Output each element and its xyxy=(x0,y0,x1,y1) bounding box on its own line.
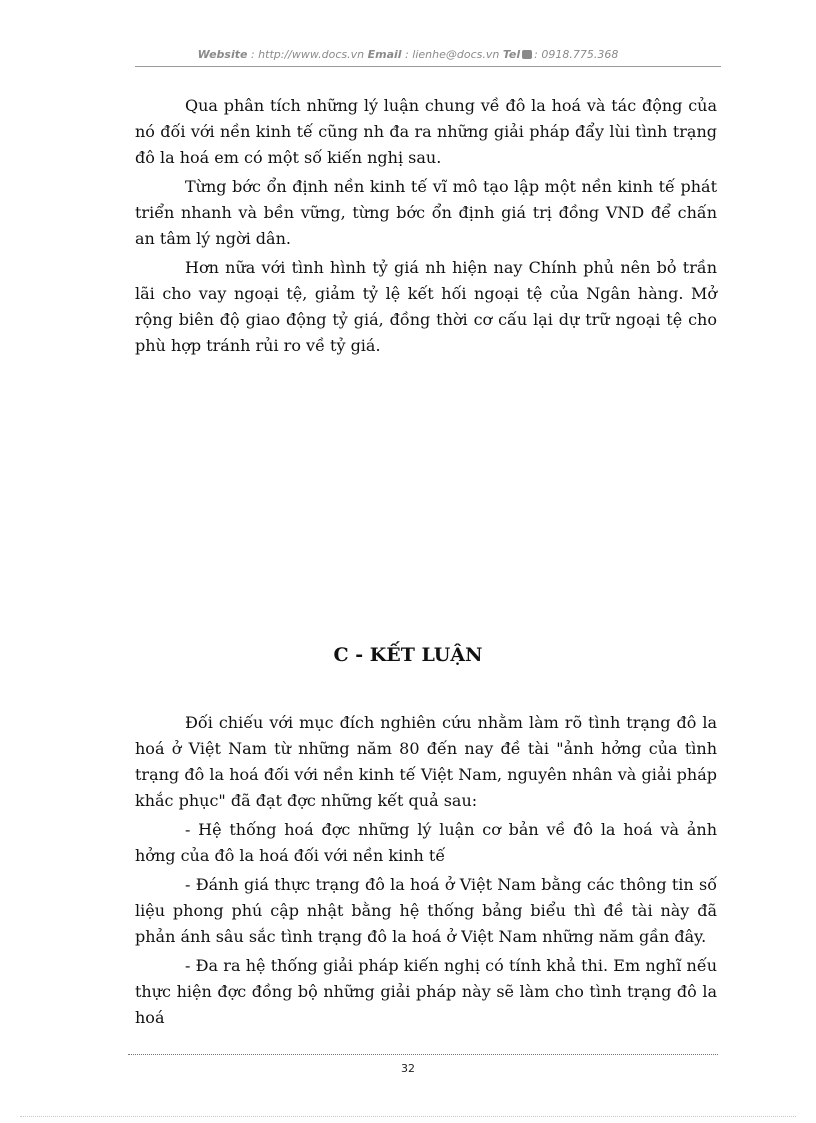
email-value: : lienhe@docs.vn xyxy=(405,48,500,61)
recommendations-section xyxy=(135,93,717,362)
paragraph: Từng bớc ổn định nền kinh tế vĩ mô tạo lập một nền kinh tế phát triển nhanh và bền vững, từng bớc ổn định giá trị đồng VND để chấn an tâm lý ngời dân. xyxy=(135,177,717,248)
header-divider xyxy=(135,66,721,67)
paragraph: - Đa ra hệ thống giải pháp kiến nghị có tính khả thi. Em nghĩ nếu thực hiện đợc đồng bộ những giải pháp này sẽ làm cho tình trạng đô la hoá xyxy=(135,956,717,1027)
tel-label: Tel xyxy=(502,48,521,61)
website-value: : http://www.docs.vn xyxy=(250,48,365,61)
website-label: Website xyxy=(197,48,248,61)
paragraph: - Đánh giá thực trạng đô la hoá ở Việt Nam bằng các thông tin số liệu phong phú cập nhật bằng hệ thống bảng biểu thì đề tài này đã phản ánh sâu sắc tình trạng đô la hoá ở Việt Nam những năm gần đây. xyxy=(135,875,717,946)
paragraph: Qua phân tích những lý luận chung về đô la hoá và tác động của nó đối với nền kinh tế cũng nh đa ra những giải pháp đẩy lùi tình trạng đô la hoá em có một số kiến nghị sau. xyxy=(135,96,717,167)
page-header xyxy=(0,48,816,61)
page-edge xyxy=(20,1116,796,1117)
email-label: Email xyxy=(367,48,402,61)
conclusion-section xyxy=(135,710,717,1034)
page-number: 32 xyxy=(401,1062,415,1075)
tel-value: : 0918.775.368 xyxy=(534,48,619,61)
paragraph: Hơn nữa với tình hình tỷ giá nh hiện nay Chính phủ nên bỏ trần lãi cho vay ngoại tệ, giảm tỷ lệ kết hối ngoại tệ của Ngân hàng. Mở rộng biên độ giao động tỷ giá, đồng thời cơ cấu lại dự trữ ngoại tệ cho phù hợp tránh rủi ro về tỷ giá. xyxy=(135,258,717,355)
footer-divider xyxy=(128,1054,718,1055)
paragraph: Đối chiếu với mục đích nghiên cứu nhằm làm rõ tình trạng đô la hoá ở Việt Nam từ những năm 80 đến nay đề tài "ảnh hởng của tình trạng đô la hoá đối với nền kinh tế Việt Nam, nguyên nhân và giải pháp khắc phục" đã đạt đợc những kết quả sau: xyxy=(135,713,717,810)
section-title: C - KẾT LUẬN xyxy=(333,644,483,666)
paragraph: - Hệ thống hoá đợc những lý luận cơ bản về đô la hoá và ảnh hởng của đô la hoá đối với nền kinh tế xyxy=(135,820,717,865)
phone-icon xyxy=(522,50,532,59)
